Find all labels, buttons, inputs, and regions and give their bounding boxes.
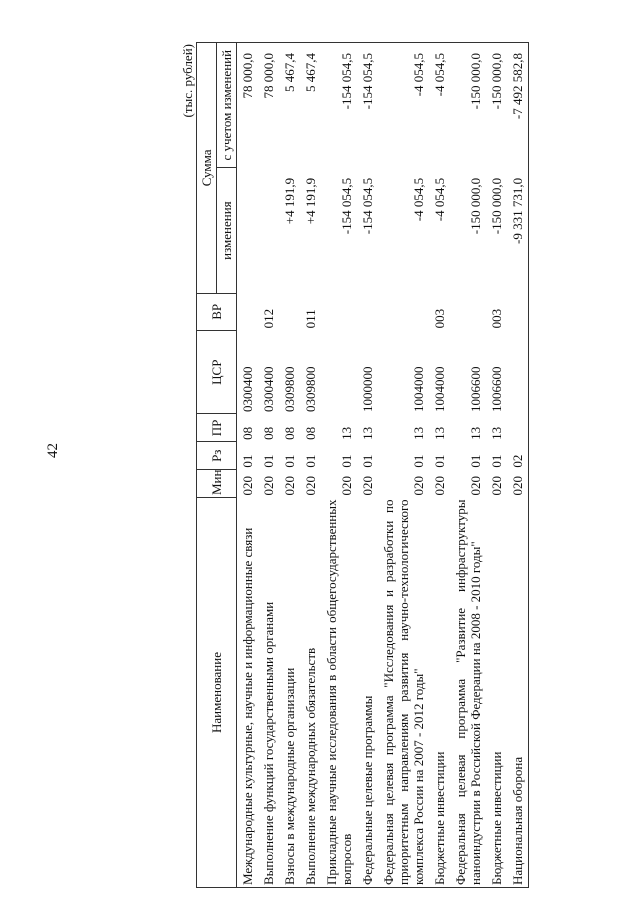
- table-row: [450, 43, 486, 888]
- row-csr: [507, 330, 529, 414]
- row-vr: 003: [489, 308, 504, 329]
- row-change: [237, 168, 259, 293]
- row-name: Бюджетные инвестиции: [429, 498, 450, 888]
- row-pr: 13: [432, 426, 447, 440]
- row-pr: 08: [240, 426, 255, 440]
- table-row: [258, 43, 279, 888]
- row-rz: 01: [360, 454, 375, 468]
- row-min: 020: [261, 476, 276, 496]
- row-name: Выполнение функций государственными органами: [258, 498, 279, 888]
- row-pr: 08: [303, 426, 318, 440]
- row-total: 78 000,0: [237, 43, 259, 168]
- row-vr: [357, 293, 378, 330]
- row-csr: [321, 330, 357, 414]
- row-min: 020: [411, 476, 426, 496]
- row-total: 5 467,4: [279, 43, 300, 168]
- row-rz: 02: [507, 442, 529, 470]
- row-pr: 13: [360, 426, 375, 440]
- row-total: 5 467,4: [300, 43, 321, 168]
- row-name: Международные культурные, научные и информационные связи: [237, 498, 259, 888]
- table-row: [279, 43, 300, 888]
- table-row: [300, 43, 321, 888]
- page-number: 42: [45, 443, 61, 458]
- row-csr: 0300400: [240, 366, 255, 412]
- row-vr: [378, 293, 429, 330]
- header-changes: изменения: [217, 168, 237, 293]
- row-change: -154 054,5: [339, 177, 354, 235]
- row-rz: 01: [411, 454, 426, 468]
- row-pr: 13: [411, 426, 426, 440]
- table-row: [486, 43, 507, 888]
- header-sum: Сумма: [197, 43, 217, 294]
- row-pr: 08: [261, 426, 276, 440]
- row-change: -4 054,5: [432, 177, 447, 222]
- row-name: Выполнение международных обязательств: [300, 498, 321, 888]
- row-pr: 13: [468, 426, 483, 440]
- header-min: Мин: [197, 470, 237, 498]
- row-csr: 0309800: [303, 366, 318, 412]
- header-vr: ВР: [197, 293, 237, 330]
- row-change: -4 054,5: [411, 177, 426, 222]
- row-name: Бюджетные инвестиции: [486, 498, 507, 888]
- row-pr: [507, 414, 529, 442]
- row-rz: 01: [282, 454, 297, 468]
- row-csr: 1006600: [489, 366, 504, 412]
- units-label: (тыс. рублей): [180, 44, 195, 118]
- row-pr: 13: [489, 426, 504, 440]
- row-vr: 012: [261, 308, 276, 329]
- row-min: 020: [282, 476, 297, 496]
- header-pr: ПР: [197, 414, 237, 442]
- row-rz: 01: [489, 454, 504, 468]
- row-change: -9 331 731,0: [507, 168, 529, 293]
- row-min: 020: [240, 476, 255, 496]
- row-pr: 13: [339, 426, 354, 440]
- row-name: Федеральная целевая программа "Исследования и разработки по приоритетным направлениям развития научно-технологического комплекса России на 2007 - 2012 годы": [378, 498, 429, 888]
- rotated-page-content: [180, 38, 580, 888]
- row-min: 020: [360, 476, 375, 496]
- row-change: [258, 168, 279, 293]
- header-row: [197, 43, 217, 888]
- row-vr: [321, 293, 357, 330]
- row-csr: 0309800: [282, 366, 297, 412]
- row-vr: [279, 293, 300, 330]
- row-change: -150 000,0: [489, 177, 504, 235]
- row-rz: 01: [468, 454, 483, 468]
- table-row: [378, 43, 429, 888]
- table-row: [507, 43, 529, 888]
- row-change: +4 191,9: [282, 177, 297, 225]
- row-min: 020: [489, 476, 504, 496]
- row-name: Федеральная целевая программа "Развитие инфраструктуры наноиндустрии в Российской Федерации на 2008 - 2010 годы": [450, 498, 486, 888]
- row-change: -154 054,5: [360, 177, 375, 235]
- row-vr: 011: [303, 309, 318, 329]
- row-name: Прикладные научные исследования в области общегосударственных вопросов: [321, 498, 357, 888]
- table-row: [237, 43, 259, 888]
- row-total: -154 054,5: [357, 43, 378, 168]
- row-change: -150 000,0: [468, 177, 483, 235]
- row-rz: 01: [303, 454, 318, 468]
- header-rz: Рз: [197, 442, 237, 470]
- budget-table: [196, 42, 529, 888]
- row-csr: 1004000: [411, 366, 426, 412]
- row-name: Федеральные целевые программы: [357, 498, 378, 888]
- header-with-changes: с учетом изменений: [217, 43, 237, 168]
- row-pr: 08: [282, 426, 297, 440]
- row-min: 020: [303, 476, 318, 496]
- table-row: [429, 43, 450, 888]
- row-csr: 1000000: [360, 366, 375, 412]
- row-rz: 01: [339, 454, 354, 468]
- table-row: [321, 43, 357, 888]
- table-row: [357, 43, 378, 888]
- row-min: 020: [339, 476, 354, 496]
- row-vr: [237, 293, 259, 330]
- row-total: 78 000,0: [258, 43, 279, 168]
- row-total: -7 492 582,8: [507, 43, 529, 168]
- row-vr: 003: [432, 308, 447, 329]
- row-total: -4 054,5: [378, 43, 429, 168]
- row-rz: 01: [240, 454, 255, 468]
- row-total: -4 054,5: [429, 43, 450, 168]
- row-csr: 0300400: [261, 366, 276, 412]
- row-csr: 1004000: [432, 366, 447, 412]
- row-total: -150 000,0: [486, 43, 507, 168]
- table-body: [237, 43, 529, 888]
- row-name: Национальная оборона: [507, 498, 529, 888]
- row-rz: 01: [261, 454, 276, 468]
- row-csr: 1006600: [468, 366, 483, 412]
- row-min: 020: [468, 476, 483, 496]
- header-csr: ЦСР: [197, 330, 237, 414]
- row-name: Взносы в международные организации: [279, 498, 300, 888]
- row-rz: 01: [432, 454, 447, 468]
- header-name: Наименование: [197, 498, 237, 888]
- row-min: 020: [507, 470, 529, 498]
- row-vr: [450, 293, 486, 330]
- row-total: -150 000,0: [450, 43, 486, 168]
- row-min: 020: [432, 476, 447, 496]
- row-total: -154 054,5: [321, 43, 357, 168]
- row-change: +4 191,9: [303, 177, 318, 225]
- row-vr: [507, 293, 529, 330]
